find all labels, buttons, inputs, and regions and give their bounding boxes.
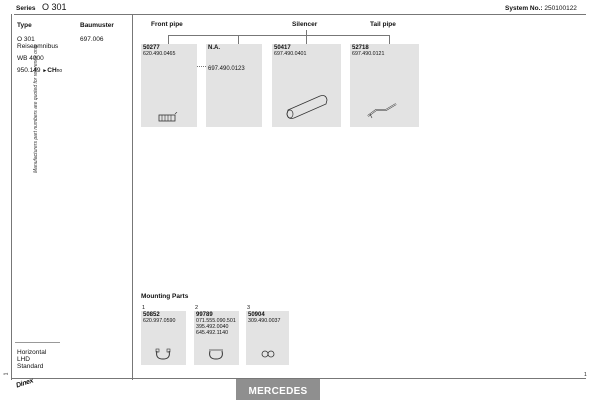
date-range	[17, 67, 62, 74]
part-box-silencer[interactable]	[272, 44, 341, 127]
config-version: Standard	[17, 363, 44, 370]
bracket-icon	[206, 347, 226, 361]
mounting-index-2: 2	[195, 305, 199, 311]
mounting-box-2[interactable]	[194, 311, 239, 365]
series-value: O 301	[42, 2, 67, 12]
gasket-icon	[260, 349, 276, 359]
config-drive: LHD	[17, 356, 31, 363]
mounting-heading: Mounting Parts	[141, 293, 189, 300]
mounting-index-1: 1	[142, 305, 146, 311]
system-number	[505, 5, 577, 12]
arrow-icon: ►	[42, 68, 48, 74]
part-box-na[interactable]	[206, 44, 262, 127]
mounting-box-1[interactable]	[141, 311, 186, 365]
silencer-heading: Silencer	[292, 21, 318, 28]
config-rule	[15, 342, 60, 343]
part-number: N.A.	[208, 45, 220, 51]
part-number: 52718	[352, 45, 369, 51]
connector-2	[238, 35, 239, 44]
dinex-logo: Dinex	[15, 377, 35, 390]
baumuster-value: 697.006	[80, 36, 104, 43]
tail-pipe-heading: Tail pipe	[370, 21, 396, 28]
part-number: 50277	[143, 45, 160, 51]
front-pipe-icon	[157, 112, 179, 124]
header-rule	[14, 14, 586, 15]
part-ref: 620.490.0465	[143, 51, 176, 57]
model-sub: Reiseomnibus	[17, 43, 59, 50]
connector-4	[389, 35, 390, 44]
part-number: 99789	[196, 312, 213, 318]
config-list	[17, 349, 46, 370]
page-number-left: 1	[3, 372, 10, 376]
connector-1	[168, 35, 169, 44]
part-ref: 071.555.090.501 395.492.0040 645.492.1140	[196, 318, 236, 336]
connector-3	[306, 35, 307, 44]
part-ref: 697.490.0121	[352, 51, 385, 57]
front-pipe-heading: Front pipe	[151, 21, 183, 28]
part-ref: 697.490.0401	[274, 51, 307, 57]
clamp-icon	[153, 347, 173, 361]
part-number: 50904	[248, 312, 265, 318]
column-divider	[132, 14, 133, 380]
page-number-right: 1	[584, 372, 587, 378]
mounting-box-3[interactable]	[246, 311, 289, 365]
part-ref: 620.997.0590	[143, 318, 176, 324]
date-from: 950.149	[17, 67, 41, 74]
brand-footer: MERCEDES	[236, 379, 320, 400]
system-value: 250100122	[544, 5, 577, 12]
silencer-icon	[282, 90, 330, 120]
tail-pipe-icon	[364, 98, 404, 122]
part-ref: 309.490.0037	[248, 318, 281, 324]
connector-top	[168, 35, 389, 36]
part-box-front-pipe[interactable]	[141, 44, 197, 127]
engine-code: WB 4000	[17, 55, 44, 62]
ch-suffix: no	[56, 68, 63, 74]
ch-label: CH	[47, 67, 57, 74]
type-label: Type	[17, 22, 32, 29]
reference-note: Manufacturers part numbers are quoted for reference only	[33, 44, 39, 173]
series-label: Series	[16, 5, 36, 12]
part-number: 50417	[274, 45, 291, 51]
part-number: 50852	[143, 312, 160, 318]
dotted-link	[197, 66, 206, 67]
system-label: System No.:	[505, 5, 543, 12]
model: O 301	[17, 36, 35, 43]
mounting-index-3: 3	[247, 305, 251, 311]
part-note: 697.490.0123	[208, 66, 245, 72]
left-border	[11, 14, 12, 380]
config-orientation: Horizontal	[17, 349, 47, 356]
baumuster-label: Baumuster	[80, 22, 114, 29]
part-box-tail-pipe[interactable]	[350, 44, 419, 127]
